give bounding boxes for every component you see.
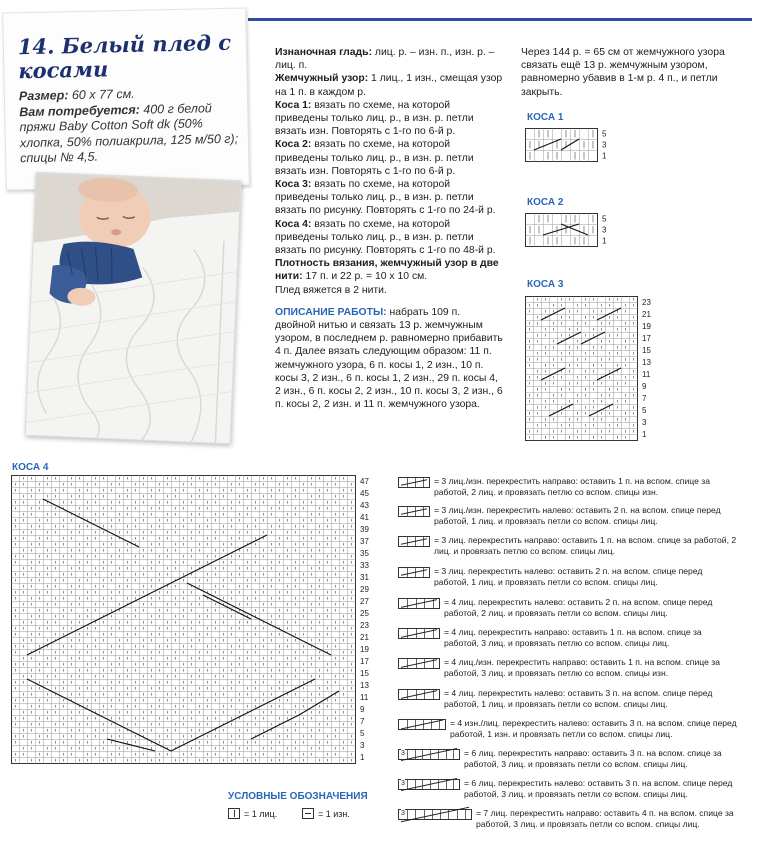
cable-symbol-number: 3 xyxy=(401,780,405,787)
cable-symbol-icon xyxy=(398,536,430,547)
chart-row-number: 13 xyxy=(360,681,369,690)
legend-item-text: = 6 лиц. перекрестить направо: оставить 3 п. на вспом. спице за работой, 3 лиц. и провязать петли со вспом. спицы лиц. xyxy=(464,748,722,769)
chart-row-number: 17 xyxy=(360,657,369,666)
cable-symbol-icon xyxy=(398,689,440,700)
size-value: 60 x 77 см. xyxy=(71,86,135,103)
legend-item-text: = 4 лиц. перекрестить налево: оставить 2 п. на вспом. спице перед работой, 2 лиц. и провязать петли со вспом. спицы лиц. xyxy=(444,597,713,618)
cable-symbol-icon xyxy=(398,779,460,790)
pattern-title: 14. Белый плед с косами xyxy=(17,29,232,84)
legend-item-text: = 6 лиц. перекрестить налево: оставить 3 п. на вспом. спице перед работой, 3 лиц. и провязать петли со вспом. спицы лиц. xyxy=(464,778,733,799)
kosa4-title: КОСА 4 xyxy=(12,462,49,473)
kosa2-text: вязать по схеме, на которой приведены только лиц. р., в изн. р. петли вязать изн. Повторять с 1-го по 6-й р. xyxy=(275,139,474,177)
legend-item xyxy=(398,657,738,678)
finish-column xyxy=(521,46,753,99)
legend-item xyxy=(398,597,738,618)
kosa3-label: Коса 3: xyxy=(275,179,312,191)
knit-symbol-text: = 1 лиц. xyxy=(244,808,278,819)
cable-symbol-icon xyxy=(398,628,440,639)
chart-row-number: 1 xyxy=(602,151,607,161)
chart-row-number: 5 xyxy=(642,406,647,415)
cable-symbol-number: 3 xyxy=(401,750,405,757)
kosa2-label: Коса 2: xyxy=(275,139,312,151)
pearl-text: 1 лиц., 1 изн., смещая узор на 1 п. в каждом р. xyxy=(275,73,503,98)
purl-symbol-text: = 1 изн. xyxy=(318,808,350,819)
cable-symbol-number: 3 xyxy=(401,810,405,817)
cable-symbol-icon xyxy=(398,567,430,578)
kosa2-chart xyxy=(525,213,615,253)
chart-row-number: 19 xyxy=(360,645,369,654)
chart-row-number: 15 xyxy=(642,346,651,355)
chart-row-number: 3 xyxy=(360,741,365,750)
chart-row-number: 11 xyxy=(642,370,651,379)
chart-row-number: 5 xyxy=(602,214,607,224)
instructions-column xyxy=(275,46,503,411)
chart-row-number: 25 xyxy=(360,609,369,618)
legend-item xyxy=(398,808,738,829)
legend-item-text: = 3 лиц. перекрестить налево: оставить 2 п. на вспом. спице перед работой, 1 лиц. и провязать петли со вспом. спицы лиц. xyxy=(434,566,703,587)
kosa2-title: КОСА 2 xyxy=(527,197,564,208)
chart-row-number: 39 xyxy=(360,525,369,534)
baby-blanket-photo xyxy=(25,172,242,444)
chart-row-number: 9 xyxy=(360,705,365,714)
legend-item-text: = 3 лиц. перекрестить направо: оставить 1 п. на вспом. спице за работой, 2 лиц. и провязать петлю со вспом. спицы лиц. xyxy=(434,535,737,556)
pearl-label: Жемчужный узор: xyxy=(275,73,369,85)
finish-text: Через 144 р. = 65 см от жемчужного узора связать ещё 13 р. жемчужным узором, равномерно убавив в 1-м р. 4 п., и петли закрыть. xyxy=(521,47,725,98)
legend-item xyxy=(398,627,738,648)
kosa4-label: Коса 4: xyxy=(275,218,312,230)
chart-row-number: 13 xyxy=(642,358,651,367)
chart-row-number: 45 xyxy=(360,489,369,498)
work-paragraph xyxy=(275,306,503,412)
materials-text xyxy=(19,85,245,167)
kosa1-text: вязать по схеме, на которой приведены только лиц. р., в изн. р. петли вязать изн. Повторять с 1-го по 6-й р. xyxy=(275,99,474,138)
purl-symbol-row xyxy=(302,808,350,819)
chart-row-number: 3 xyxy=(642,418,647,427)
kosa1-paragraph xyxy=(275,99,503,139)
cable-symbol-icon xyxy=(398,658,440,669)
chart-row-number: 7 xyxy=(642,394,647,403)
density-label: Плотность вязания, жемчужный узор в две нити: xyxy=(275,258,499,283)
legend-item-text: = 4 изн./лиц. перекрестить налево: оставить 3 п. на вспом. спице перед работой, 1 изн. и провязать петли со вспом. спицы лиц. xyxy=(450,718,737,739)
chart-row-number: 17 xyxy=(642,334,651,343)
need-label: Вам потребуется: xyxy=(19,102,140,119)
legend-item xyxy=(398,688,738,709)
cable-symbol-icon xyxy=(398,749,460,760)
legend-item xyxy=(398,718,738,739)
kosa1-title: КОСА 1 xyxy=(527,112,564,123)
size-label: Размер: xyxy=(18,88,69,104)
chart-row-number: 5 xyxy=(360,729,365,738)
chart-row-number: 7 xyxy=(360,717,365,726)
work-text: набрать 109 п. двойной нитью и связать 13 р. жемчужным узором, в последнем р. равномерно прибавить 4 п. Далее вязать следующим образом: 11 п. жемчужного узора, 6 п. косы 1, 2 изн., 10 п. косы 3, 2 изн., 6 п. косы 1, 2 изн., 29 п. косы 4, 2 изн., 6 п. косы 2, 2 изн., 10 п. косы 3, 2 изн., 6 п. косы 2, 2 изн. и 11 п. жемчужного узора. xyxy=(275,306,503,411)
conventions-title: УСЛОВНЫЕ ОБОЗНАЧЕНИЯ xyxy=(228,791,368,802)
chart-row-number: 5 xyxy=(602,129,607,139)
knit-symbol-row xyxy=(228,808,277,819)
chart-row-number: 15 xyxy=(360,669,369,678)
chart-row-number: 43 xyxy=(360,501,369,510)
purl-symbol-icon xyxy=(302,808,314,819)
chart-row-number: 11 xyxy=(360,693,369,702)
chart-row-number: 1 xyxy=(602,236,607,246)
kosa3-paragraph xyxy=(275,178,503,218)
purl-text: лиц. р. – изн. п., изн. р. – лиц. п. xyxy=(275,47,495,72)
chart-row-number: 37 xyxy=(360,537,369,546)
legend-item-text: = 4 лиц./изн. перекрестить направо: оставить 1 п. на вспом. спице за работой, 3 лиц. и провязать петлю со вспом. спицы изн. xyxy=(444,657,720,678)
chart-row-number: 35 xyxy=(360,549,369,558)
title-card xyxy=(2,7,250,190)
legend-item xyxy=(398,566,738,587)
legend-item-text: = 3 лиц./изн. перекрестить налево: оставить 2 п. на вспом. спице перед работой, 1 лиц. и провязать петли со вспом. спицы лиц. xyxy=(434,505,721,526)
knit-symbol-icon xyxy=(228,808,240,819)
chart-row-number: 9 xyxy=(642,382,647,391)
kosa3-text: вязать по схеме, на которой приведены только лиц. р., в изн. р. петли вязать по рисунку. Повторять с 1-го по 24-й р. xyxy=(275,179,496,217)
chart-row-number: 27 xyxy=(360,597,369,606)
density-text: 17 п. и 22 р. = 10 x 10 см. xyxy=(305,271,428,283)
legend-item xyxy=(398,505,738,526)
kosa4-paragraph xyxy=(275,218,503,258)
chart-row-number: 3 xyxy=(602,225,607,235)
chart-row-number: 31 xyxy=(360,573,369,582)
chart-row-number: 23 xyxy=(360,621,369,630)
cable-symbol-icon xyxy=(398,477,430,488)
kosa4-chart xyxy=(11,475,381,765)
legend-item-text: = 3 лиц./изн. перекрестить направо: оставить 1 п. на вспом. спице за работой, 2 лиц. и провязать петлю со вспом. спицы изн. xyxy=(434,476,710,497)
purl-label: Изнаночная гладь: xyxy=(275,47,372,58)
chart-row-number: 19 xyxy=(642,322,651,331)
chart-row-number: 29 xyxy=(360,585,369,594)
legend-item xyxy=(398,476,738,497)
top-rule xyxy=(248,18,752,21)
kosa3-chart xyxy=(525,296,665,442)
legend-item-text: = 4 лиц. перекрестить направо: оставить 1 п. на вспом. спице за работой, 3 лиц. и провязать петлю со вспом. спицы лиц. xyxy=(444,627,702,648)
chart-row-number: 23 xyxy=(642,298,651,307)
chart-row-number: 21 xyxy=(642,310,651,319)
density-paragraph xyxy=(275,257,503,283)
legend-item-text: = 4 лиц. перекрестить налево: оставить 3 п. на вспом. спице перед работой, 1 лиц. и провязать петли со вспом. спицы лиц. xyxy=(444,688,713,709)
purl-paragraph xyxy=(275,46,503,72)
kosa1-label: Коса 1: xyxy=(275,99,312,111)
legend-item xyxy=(398,535,738,556)
cable-symbol-icon xyxy=(398,719,446,730)
chart-row-number: 41 xyxy=(360,513,369,522)
chart-row-number: 3 xyxy=(602,140,607,150)
kosa3-title: КОСА 3 xyxy=(527,279,564,290)
baby-photo-illustration xyxy=(26,173,242,444)
chart-row-number: 47 xyxy=(360,477,369,486)
density-note: Плед вяжется в 2 нити. xyxy=(275,284,387,296)
legend-item-text: = 7 лиц. перекрестить направо: оставить 4 п. на вспом. спице за работой, 3 лиц. и провязать петли со вспом. спицы лиц. xyxy=(476,808,734,829)
need-text: 400 г белой пряжи Baby Cotton Soft dk (50% хлопка, 50% полиакрила, 125 м/50 г); спицы № 4,5. xyxy=(19,100,239,166)
chart-row-number: 1 xyxy=(642,430,647,439)
work-label: ОПИСАНИЕ РАБОТЫ: xyxy=(275,306,387,318)
legend-item xyxy=(398,748,738,769)
kosa1-chart xyxy=(525,128,615,168)
chart-row-number: 21 xyxy=(360,633,369,642)
cable-symbol-icon xyxy=(398,598,440,609)
chart-row-number: 1 xyxy=(360,753,365,762)
cable-symbol-icon xyxy=(398,506,430,517)
pearl-paragraph xyxy=(275,72,503,98)
kosa4-text: вязать по схеме, на которой приведены только лиц. р., в изн. р. петли вязать по рисунку. Повторять с 1-го по 48-й р. xyxy=(275,218,496,257)
legend-item xyxy=(398,778,738,799)
kosa2-paragraph xyxy=(275,138,503,178)
cable-symbol-icon xyxy=(398,809,472,820)
chart-row-number: 33 xyxy=(360,561,369,570)
